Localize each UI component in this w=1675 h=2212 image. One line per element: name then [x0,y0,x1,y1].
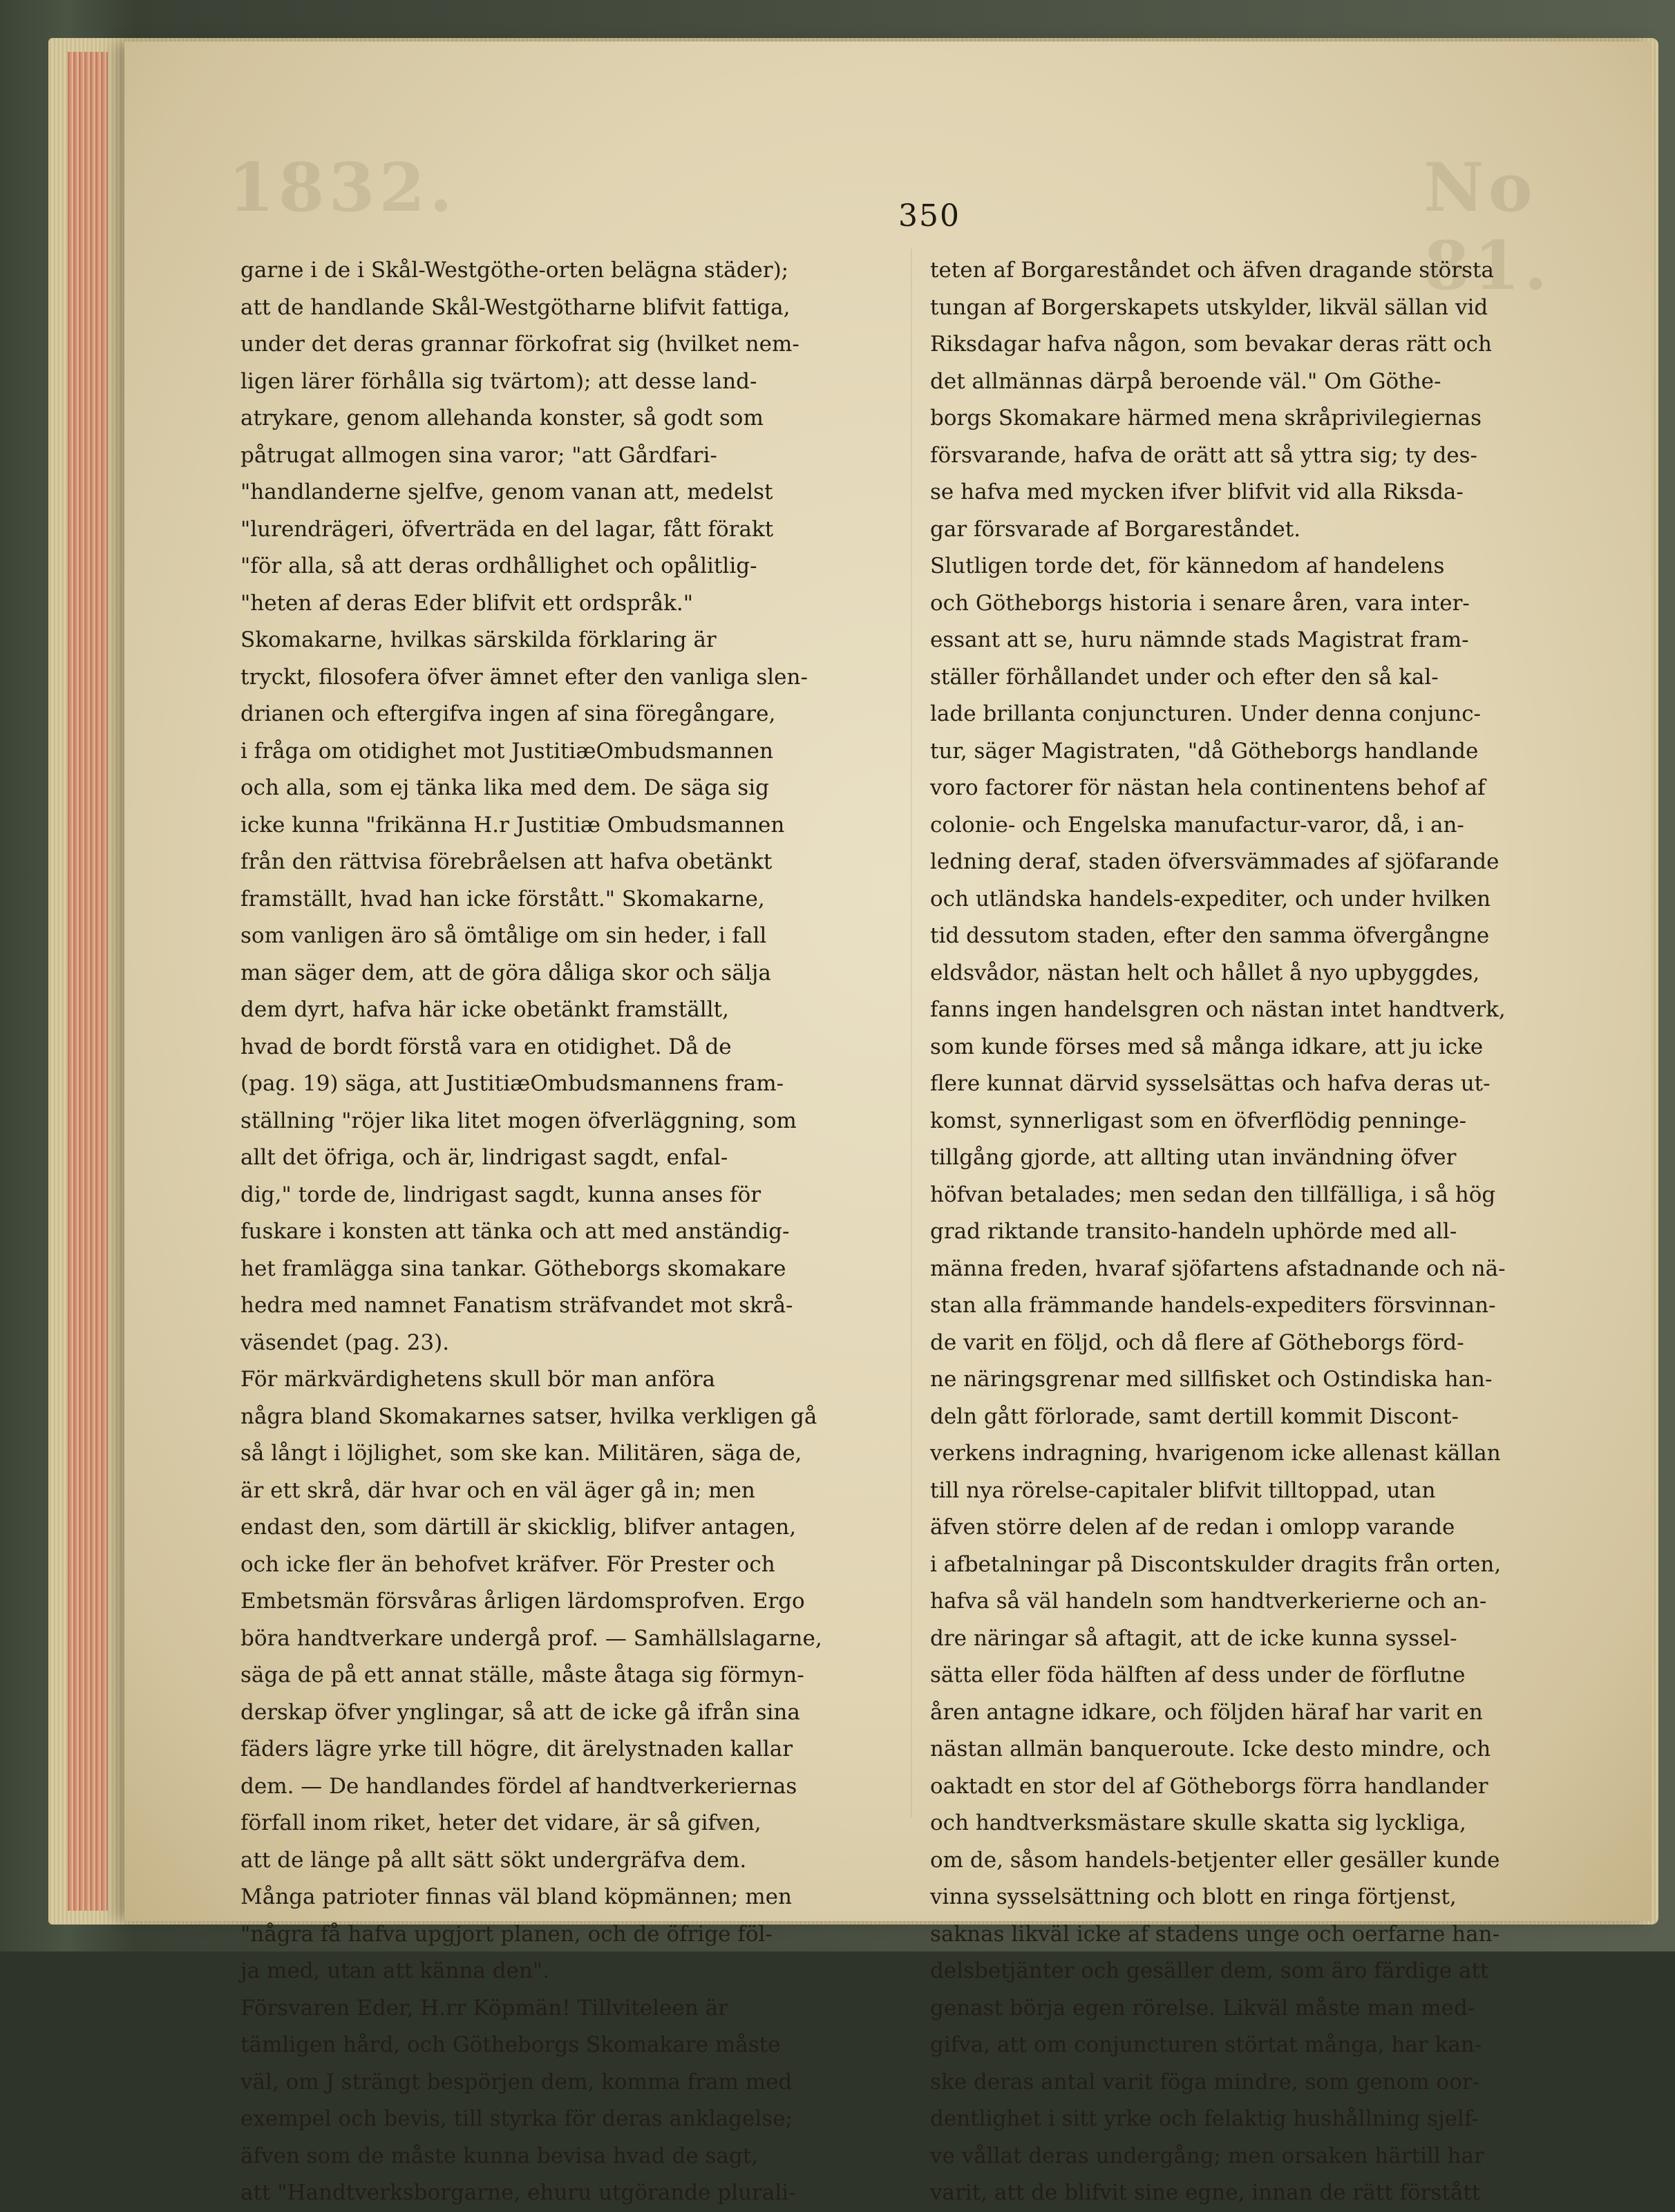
text-line: fanns ingen handelsgren och nästan intet handtverk, [930,997,1506,1022]
paper-speck [719,1821,731,1831]
text-line: böra handtverkare undergå prof. — Samhällslagarne, [240,1625,822,1651]
text-line: "några få hafva upgjort planen, och de öfrige föl- [240,1921,773,1947]
text-line: dem dyrt, hafva här icke obetänkt framställt, [240,997,729,1022]
text-line: från den rättvisa förebråelsen att hafva obetänkt [240,849,773,874]
text-line: ledning deraf, staden öfversvämmades af sjöfarande [930,849,1499,874]
text-line: Många patrioter finnas väl bland köpmännen; men [240,1884,792,1909]
text-line: vinna sysselsättning och blott en ringa förtjenst, [930,1884,1457,1909]
text-line: förfall inom riket, heter det vidare, är så gifven, [240,1811,761,1835]
bleed-through-text-left: 1832. [228,149,457,227]
text-line: ställer förhållandet under och efter den så kal- [930,664,1439,690]
text-line: är ett skrå, där hvar och en väl äger gå in; men [240,1477,755,1503]
text-line: genast börja egen rörelse. Likväl måste man med- [930,1995,1475,2021]
text-line: och icke fler än behofvet kräfver. För Prester och [240,1551,775,1577]
text-line: tur, säger Magistraten, "då Götheborgs handlande [930,738,1479,764]
text-line: verkens indragning, hvarigenom icke allenast källan [930,1441,1501,1466]
text-line: under det deras grannar förkofrat sig (hvilket nem- [240,332,799,357]
text-line: komst, synnerligast som en öfverflödig penninge- [930,1108,1467,1133]
text-line: i afbetalningar på Discontskulder dragits från orten, [930,1551,1502,1577]
text-line: hafva så väl handeln som handtverkerierne och an- [930,1589,1487,1614]
text-line: (pag. 19) säga, att JustitiæOmbudsmannens fram- [240,1071,784,1096]
text-line: dre näringar så aftagit, att de icke kunna syssel- [930,1625,1457,1651]
text-line: derskap öfver ynglingar, så att de icke gå ifrån sina [240,1699,800,1725]
text-line: väsendet (pag. 23). [240,1330,450,1355]
text-line: "lurendrägeri, öfverträda en del lagar, fått förakt [240,516,774,542]
text-line: dig," torde de, lindrigast sagdt, kunna anses för [240,1182,761,1207]
text-line: se hafva med mycken ifver blifvit vid alla Riksda- [930,480,1464,504]
text-line: tillgång gjorde, att allting utan invändning öfver [930,1145,1457,1170]
left-text-column [240,252,893,2212]
text-line: och Götheborgs historia i senare åren, vara inter- [930,590,1470,616]
text-line: tryckt, filosofera öfver ämnet efter den vanliga slen- [240,664,808,690]
text-line: grad riktande transito-handeln uphörde med all- [930,1219,1457,1244]
text-line: fuskare i konsten att tänka och att med anständig- [240,1219,790,1244]
text-line: exempel och bevis, till styrka för deras anklagelse; [240,2106,793,2131]
text-line: till nya rörelse-capitaler blifvit tilltoppad, utan [930,1477,1436,1503]
text-line: framställt, hvad han icke förstått." Skomakarne, [240,886,765,911]
text-line: Slutligen torde det, för kännedom af handelens [930,554,1445,578]
text-line: atrykare, genom allehanda konster, så godt som [240,406,764,431]
text-line: ske deras antal varit föga mindre, som genom oor- [930,2069,1480,2095]
text-line: och utländska handels-expediter, och under hvilken [930,886,1491,911]
page-number: 350 [898,198,960,234]
text-line: ne näringsgrenar med sillfisket och Ostindiska han- [930,1367,1493,1392]
text-line: att de handlande Skål-Westgötharne blifvit fattiga, [240,294,791,320]
text-line: åren antagne idkare, och följden häraf har varit en [930,1699,1483,1725]
text-line: teten af Borgareståndet och äfven dragande största [930,258,1494,283]
text-line: lade brillanta conjuncturen. Under denna conjunc- [930,701,1482,726]
text-line: så långt i löjlighet, som ske kan. Militären, säga de, [240,1441,802,1466]
text-line: tid dessutom staden, efter den samma öfvergångne [930,923,1490,948]
text-line: hvad de bordt förstå vara en otidighet. Då de [240,1034,732,1059]
bleed-through-text-right: No 81. [1423,149,1552,305]
text-line: "för alla, så att deras ordhållighet och opålitlig- [240,554,757,578]
text-line: att de länge på allt sätt sökt undergräfva dem. [240,1847,747,1873]
text-line: väl, om J strängt bespörjen dem, komma fram med [240,2069,793,2095]
text-line: saknas likväl icke af stadens unge och oerfarne han- [930,1921,1500,1947]
text-line: gifva, att om conjuncturen störtat många, har kan- [930,2032,1482,2057]
gutter-shadow [911,249,912,1817]
page-edges [68,52,108,1911]
text-line: Riksdagar hafva någon, som bevakar deras rätt och [930,332,1492,357]
text-line: tämligen hård, och Götheborgs Skomakare måste [240,2032,781,2057]
text-line: och handtverksmästare skulle skatta sig lyckliga, [930,1811,1466,1835]
text-line: ligen lärer förhålla sig tvärtom); att desse land- [240,368,757,394]
text-line: het framlägga sina tankar. Götheborgs skomakare [240,1256,786,1281]
text-line: dentlighet i sitt yrke och felaktig hushållning sjelf- [930,2106,1479,2131]
text-line: drianen och eftergifva ingen af sina föregångare, [240,701,776,726]
text-line: hedra med namnet Fanatism sträfvandet mot skrå- [240,1293,793,1318]
text-line: "handlanderne sjelfve, genom vanan att, medelst [240,480,773,504]
text-line: man säger dem, att de göra dåliga skor och sälja [240,960,771,985]
text-line: oaktadt en stor del af Götheborgs förra handlander [930,1773,1488,1799]
text-line: att "Handtverksborgarne, ehuru utgörande plurali- [240,2180,796,2205]
text-line: eldsvådor, nästan helt och hållet å nyo upbyggdes, [930,960,1480,985]
text-line: nästan allmän banqueroute. Icke desto mindre, och [930,1737,1491,1761]
text-line: fäders lägre yrke till högre, dit ärelystnaden kallar [240,1737,793,1761]
text-line: dem. — De handlandes fördel af handtverkeriernas [240,1773,797,1799]
text-line: varit, att de blifvit sine egne, innan de rätt förstått [930,2180,1481,2205]
text-line: För märkvärdighetens skull bör man anföra [240,1367,715,1392]
text-line: höfvan betalades; men sedan den tillfälliga, i så hög [930,1182,1496,1207]
text-line: icke kunna "frikänna H.r Justitiæ Ombudsmannen [240,812,785,838]
text-line: Skomakarne, hvilkas särskilda förklaring är [240,627,717,652]
text-line: allt det öfriga, och är, lindrigast sagdt, enfal- [240,1145,728,1170]
text-line: i fråga om otidighet mot JustitiæOmbudsmannen [240,738,773,764]
text-line: äfven som de måste kunna bevisa hvad de sagt, [240,2143,759,2168]
text-line: som kunde förses med så många idkare, att ju icke [930,1034,1484,1059]
text-line: Embetsmän försvåras årligen lärdomsprofven. Ergo [240,1589,805,1614]
text-line: deln gått förlorade, samt dertill kommit Discont- [930,1403,1459,1429]
text-line: endast den, som därtill är skicklig, blifver antagen, [240,1515,797,1540]
text-line: äfven större delen af de redan i omlopp varande [930,1515,1455,1540]
text-line: ve vållat deras undergång; men orsaken härtill har [930,2143,1484,2168]
text-line: flere kunnat därvid sysselsättas och hafva deras ut- [930,1071,1491,1096]
text-line: männa freden, hvaraf sjöfartens afstadnande och nä- [930,1256,1506,1281]
text-line: delsbetjänter och gesäller dem, som äro färdige att [930,1958,1489,1983]
text-line: ställning "röjer lika litet mogen öfverläggning, som [240,1108,797,1133]
text-line: gar försvarade af Borgareståndet. [930,516,1301,542]
right-text-column [930,252,1583,2212]
text-line: borgs Skomakare härmed mena skråprivilegiernas [930,406,1482,431]
text-line: och alla, som ej tänka lika med dem. De säga sig [240,775,769,800]
text-line: essant att se, huru nämnde stads Magistrat fram- [930,627,1469,652]
text-line: säga de på ett annat ställe, måste åtaga sig förmyn- [240,1663,804,1688]
text-line: garne i de i Skål-Westgöthe-orten belägna städer); [240,258,789,283]
text-line: några bland Skomakarnes satser, hvilka verkligen gå [240,1403,817,1429]
text-line: stan alla främmande handels-expediters försvinnan- [930,1293,1496,1318]
text-line: försvarande, hafva de orätt att så yttra sig; ty des- [930,442,1478,468]
text-line: colonie- och Engelska manufactur-varor, då, i an- [930,812,1464,838]
text-line: "heten af deras Eder blifvit ett ordspråk." [240,590,694,616]
text-line: voro factorer för nästan hela continentens behof af [930,775,1486,800]
text-line: de varit en följd, och då flere af Götheborgs förd- [930,1330,1464,1355]
text-line: sätta eller föda hälften af dess under de förflutne [930,1663,1466,1688]
text-line: om de, såsom handels-betjenter eller gesäller kunde [930,1847,1500,1873]
text-line: tungan af Borgerskapets utskylder, likväl sällan vid [930,294,1488,320]
text-line: påtrugat allmogen sina varor; "att Gårdfari- [240,442,717,468]
text-line: ja med, utan att känna den". [240,1958,550,1983]
text-line: Försvaren Eder, H.rr Köpmän! Tillviteleen är [240,1995,728,2021]
text-line: det allmännas därpå beroende väl." Om Göthe- [930,368,1441,394]
text-line: som vanligen äro så ömtålige om sin heder, i fall [240,923,767,948]
